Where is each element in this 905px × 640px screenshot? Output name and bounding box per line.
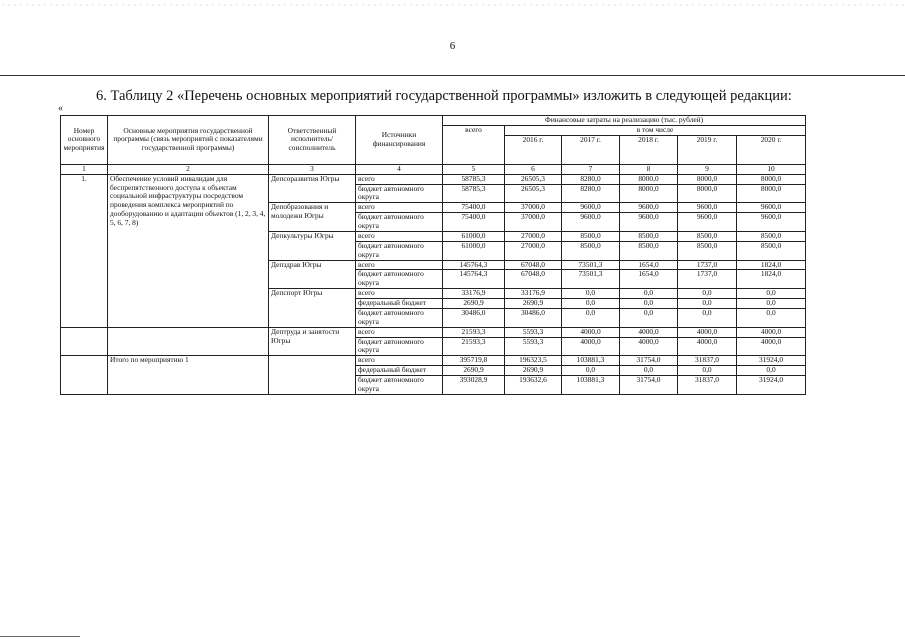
amount-cell: 8500,0	[562, 241, 620, 260]
funding-source: бюджет автономного округа	[356, 376, 443, 395]
amount-cell: 26505,3	[505, 184, 562, 203]
amount-cell: 67048,0	[505, 260, 562, 270]
funding-source: всего	[356, 174, 443, 184]
amount-cell: 145764,3	[443, 270, 505, 289]
amount-cell: 196323,5	[505, 356, 562, 366]
amount-cell: 9600,0	[562, 203, 620, 213]
amount-cell: 0,0	[737, 308, 806, 327]
amount-cell: 5593,3	[505, 327, 562, 337]
amount-cell: 75400,0	[443, 213, 505, 232]
scan-noise	[0, 0, 905, 10]
funding-source: всего	[356, 327, 443, 337]
funding-source: бюджет автономного округа	[356, 184, 443, 203]
responsible-executor: Депздрав Югры	[269, 260, 356, 289]
amount-cell: 2690,9	[505, 366, 562, 376]
funding-source: всего	[356, 289, 443, 299]
scan-edge	[0, 636, 80, 637]
amount-cell: 58785,3	[443, 174, 505, 184]
column-index: 2	[108, 164, 269, 174]
amount-cell: 0,0	[562, 308, 620, 327]
header-main-measures: Основные мероприятия государственной программы (связь мероприятий с показателями государственной программы)	[108, 116, 269, 165]
amount-cell: 30486,0	[505, 308, 562, 327]
amount-cell: 4000,0	[562, 327, 620, 337]
column-index: 1	[61, 164, 108, 174]
amount-cell: 0,0	[737, 299, 806, 309]
header-responsible: Ответственный исполнитель/ соисполнитель	[269, 116, 356, 165]
column-index: 8	[620, 164, 678, 174]
amount-cell: 2690,9	[443, 299, 505, 309]
amount-cell: 31837,0	[678, 356, 737, 366]
amount-cell: 31837,0	[678, 376, 737, 395]
amount-cell: 33176,9	[505, 289, 562, 299]
amount-cell: 0,0	[562, 366, 620, 376]
amount-cell: 26505,3	[505, 174, 562, 184]
header-year: 2018 г.	[620, 135, 678, 164]
amount-cell: 9600,0	[678, 213, 737, 232]
amount-cell: 27000,0	[505, 241, 562, 260]
amount-cell: 8000,0	[737, 184, 806, 203]
amount-cell: 103881,3	[562, 376, 620, 395]
header-year: 2016 г.	[505, 135, 562, 164]
amount-cell: 8280,0	[562, 174, 620, 184]
measures-table	[60, 115, 806, 395]
amount-cell: 31924,0	[737, 376, 806, 395]
header-year: 2020 г.	[737, 135, 806, 164]
table-row	[61, 174, 806, 184]
amount-cell: 8000,0	[620, 174, 678, 184]
amount-cell: 9600,0	[678, 203, 737, 213]
amount-cell: 0,0	[620, 299, 678, 309]
amount-cell: 0,0	[620, 289, 678, 299]
amount-cell: 9600,0	[562, 213, 620, 232]
amount-cell: 61000,0	[443, 231, 505, 241]
amount-cell: 4000,0	[562, 337, 620, 356]
amount-cell: 9600,0	[737, 203, 806, 213]
amount-cell: 0,0	[678, 299, 737, 309]
section-heading: 6. Таблицу 2 «Перечень основных мероприятий государственной программы» изложить в следующей редакции:	[96, 88, 792, 104]
amount-cell: 1654,0	[620, 270, 678, 289]
amount-cell: 21593,3	[443, 337, 505, 356]
funding-source: всего	[356, 260, 443, 270]
amount-cell: 0,0	[620, 366, 678, 376]
amount-cell: 1654,0	[620, 260, 678, 270]
amount-cell: 1737,0	[678, 260, 737, 270]
funding-source: федеральный бюджет	[356, 299, 443, 309]
amount-cell: 1737,0	[678, 270, 737, 289]
divider	[0, 75, 905, 76]
header-financing: Финансовые затраты на реализацию (тыс. рублей)	[443, 116, 806, 126]
amount-cell: 4000,0	[737, 327, 806, 337]
amount-cell: 8000,0	[678, 174, 737, 184]
amount-cell: 8280,0	[562, 184, 620, 203]
amount-cell: 0,0	[737, 366, 806, 376]
column-index-row	[61, 164, 806, 174]
funding-source: бюджет автономного округа	[356, 308, 443, 327]
funding-source: бюджет автономного округа	[356, 337, 443, 356]
funding-source: бюджет автономного округа	[356, 241, 443, 260]
amount-cell: 393028,9	[443, 376, 505, 395]
amount-cell: 31924,0	[737, 356, 806, 366]
funding-source: всего	[356, 231, 443, 241]
amount-cell: 8500,0	[678, 231, 737, 241]
amount-cell: 193632,6	[505, 376, 562, 395]
page-number: 6	[449, 40, 456, 52]
table-row	[61, 327, 806, 337]
amount-cell: 4000,0	[737, 337, 806, 356]
amount-cell: 33176,9	[443, 289, 505, 299]
column-index: 10	[737, 164, 806, 174]
amount-cell: 145764,3	[443, 260, 505, 270]
total-number-empty	[61, 356, 108, 395]
amount-cell: 103881,3	[562, 356, 620, 366]
column-index: 6	[505, 164, 562, 174]
header-sources: Источники финансирования	[356, 116, 443, 165]
amount-cell: 21593,3	[443, 327, 505, 337]
amount-cell: 9600,0	[620, 203, 678, 213]
amount-cell: 1824,0	[737, 270, 806, 289]
amount-cell: 1824,0	[737, 260, 806, 270]
header-including: в том числе	[505, 125, 806, 135]
amount-cell: 8500,0	[620, 241, 678, 260]
amount-cell: 31754,0	[620, 376, 678, 395]
funding-source: бюджет автономного округа	[356, 213, 443, 232]
responsible-executor: Депспорт Югры	[269, 289, 356, 328]
amount-cell: 31754,0	[620, 356, 678, 366]
column-index: 3	[269, 164, 356, 174]
column-index: 4	[356, 164, 443, 174]
amount-cell: 0,0	[678, 308, 737, 327]
header-year: 2017 г.	[562, 135, 620, 164]
funding-source: всего	[356, 356, 443, 366]
amount-cell: 0,0	[620, 308, 678, 327]
amount-cell: 4000,0	[620, 337, 678, 356]
amount-cell: 75400,0	[443, 203, 505, 213]
amount-cell: 0,0	[562, 299, 620, 309]
amount-cell: 8500,0	[737, 231, 806, 241]
amount-cell: 4000,0	[678, 337, 737, 356]
funding-source: бюджет автономного округа	[356, 270, 443, 289]
amount-cell: 27000,0	[505, 231, 562, 241]
responsible-executor: Дептруда и занятости Югры	[269, 327, 356, 356]
amount-cell: 30486,0	[443, 308, 505, 327]
header-number: Номер основного мероприятия	[61, 116, 108, 165]
funding-source: федеральный бюджет	[356, 366, 443, 376]
amount-cell: 4000,0	[678, 327, 737, 337]
amount-cell: 73501,3	[562, 260, 620, 270]
responsible-executor: Депобразования и молодежи Югры	[269, 203, 356, 232]
amount-cell: 8000,0	[737, 174, 806, 184]
total-label: Итого по мероприятию 1	[108, 356, 269, 395]
amount-cell: 2690,9	[443, 366, 505, 376]
responsible-executor: Депсоразвития Югры	[269, 174, 356, 203]
amount-cell: 37000,0	[505, 213, 562, 232]
total-responsible-empty	[269, 356, 356, 395]
column-index: 7	[562, 164, 620, 174]
funding-source: всего	[356, 203, 443, 213]
measure-number-empty	[61, 327, 108, 356]
amount-cell: 0,0	[562, 289, 620, 299]
amount-cell: 0,0	[737, 289, 806, 299]
amount-cell: 8000,0	[620, 184, 678, 203]
measure-description: Обеспечение условий инвалидам для беспрепятственного доступа к объектам социальной инфраструктуры посредством проведения комплекса мероприятий по дооборудованию и адаптации объектов (1, 2, 3, 4, 5, 6, 7, 8)	[108, 174, 269, 327]
amount-cell: 9600,0	[620, 213, 678, 232]
amount-cell: 58785,3	[443, 184, 505, 203]
amount-cell: 8500,0	[620, 231, 678, 241]
amount-cell: 0,0	[678, 366, 737, 376]
amount-cell: 395719,8	[443, 356, 505, 366]
header-total: всего	[443, 125, 505, 164]
total-row	[61, 356, 806, 366]
column-index: 5	[443, 164, 505, 174]
amount-cell: 8000,0	[678, 184, 737, 203]
amount-cell: 2690,9	[505, 299, 562, 309]
amount-cell: 61000,0	[443, 241, 505, 260]
amount-cell: 37000,0	[505, 203, 562, 213]
amount-cell: 73501,3	[562, 270, 620, 289]
amount-cell: 9600,0	[737, 213, 806, 232]
amount-cell: 8500,0	[737, 241, 806, 260]
measure-number: 1.	[61, 174, 108, 327]
responsible-executor: Депкультуры Югры	[269, 231, 356, 260]
measure-description-empty	[108, 327, 269, 356]
amount-cell: 8500,0	[562, 231, 620, 241]
amount-cell: 5593,3	[505, 337, 562, 356]
header-year: 2019 г.	[678, 135, 737, 164]
column-index: 9	[678, 164, 737, 174]
amount-cell: 8500,0	[678, 241, 737, 260]
amount-cell: 0,0	[678, 289, 737, 299]
amount-cell: 4000,0	[620, 327, 678, 337]
open-quote: «	[58, 103, 63, 114]
amount-cell: 67048,0	[505, 270, 562, 289]
